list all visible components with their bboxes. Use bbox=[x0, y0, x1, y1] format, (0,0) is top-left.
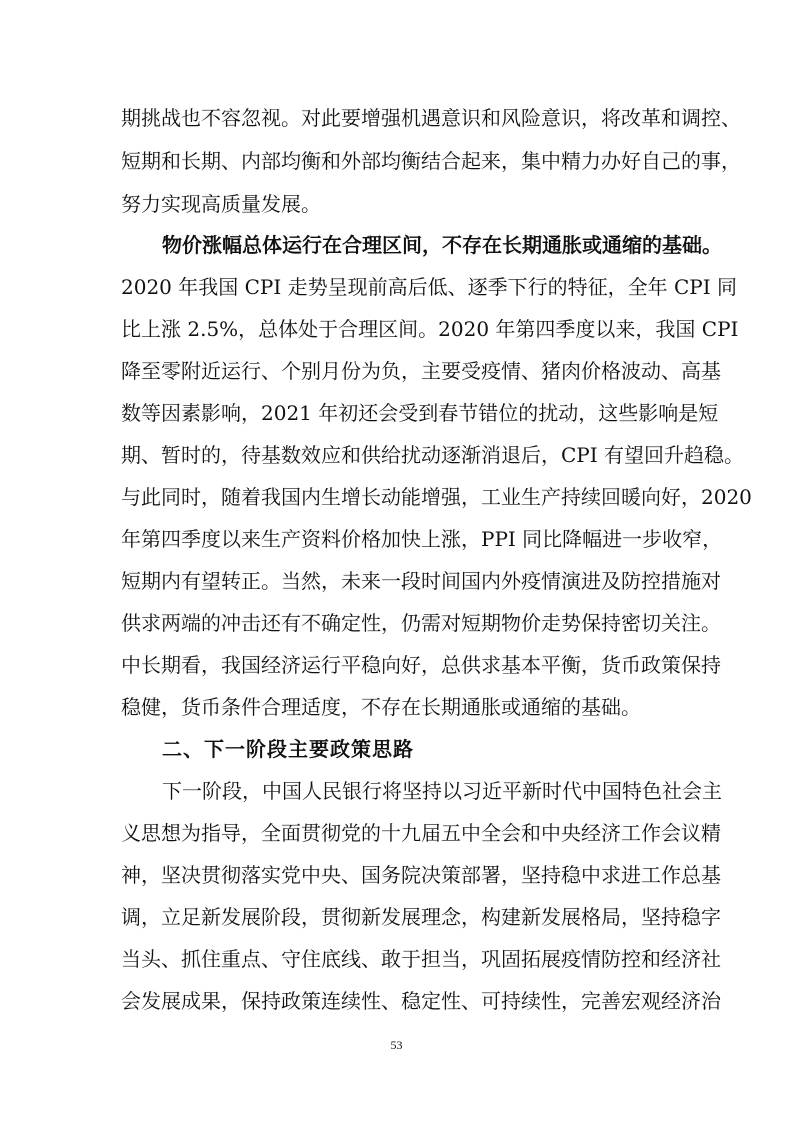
body-line: 神，坚决贯彻落实党中央、国务院决策部署，坚持稳中求进工作总基 bbox=[121, 863, 721, 887]
body-line: 年第四季度以来生产资料价格加快上涨，PPI 同比降幅进一步收窄， bbox=[121, 527, 723, 551]
body-line: 调，立足新发展阶段，贯彻新发展理念，构建新发展格局，坚持稳字 bbox=[121, 905, 721, 929]
body-line: 当头、抓住重点、守住底线、敢于担当，巩固拓展疫情防控和经济社 bbox=[121, 947, 721, 971]
body-line: 数等因素影响，2021 年初还会受到春节错位的扰动，这些影响是短 bbox=[121, 401, 719, 425]
body-line: 努力实现高质量发展。 bbox=[121, 192, 321, 216]
section-heading: 二、下一阶段主要政策思路 bbox=[162, 737, 414, 761]
body-line: 与此同时，随着我国内生增长动能增强，工业生产持续回暖向好，2020 bbox=[121, 485, 752, 509]
body-line: 期挑战也不容忽视。对此要增强机遇意识和风险意识，将改革和调控、 bbox=[121, 106, 741, 130]
body-line: 会发展成果，保持政策连续性、稳定性、可持续性，完善宏观经济治 bbox=[121, 989, 721, 1013]
body-line: 期、暂时的，待基数效应和供给扰动逐渐消退后，CPI 有望回升趋稳。 bbox=[121, 443, 745, 467]
bold-paragraph-lead: 物价涨幅总体运行在合理区间，不存在长期通胀或通缩的基础。 bbox=[162, 233, 722, 257]
body-line: 供求两端的冲击还有不确定性，仍需对短期物价走势保持密切关注。 bbox=[121, 611, 721, 635]
body-line: 比上涨 2.5%，总体处于合理区间。2020 年第四季度以来，我国 CPI bbox=[121, 317, 739, 341]
body-line: 中长期看，我国经济运行平稳向好，总供求基本平衡，货币政策保持 bbox=[121, 653, 721, 677]
body-line: 降至零附近运行、个别月份为负，主要受疫情、猪肉价格波动、高基 bbox=[121, 359, 721, 383]
body-line: 下一阶段，中国人民银行将坚持以习近平新时代中国特色社会主 bbox=[162, 779, 722, 803]
body-line: 稳健，货币条件合理适度，不存在长期通胀或通缩的基础。 bbox=[121, 695, 641, 719]
body-line: 义思想为指导，全面贯彻党的十九届五中全会和中央经济工作会议精 bbox=[121, 821, 721, 845]
body-line: 短期和长期、内部均衡和外部均衡结合起来，集中精力办好自己的事， bbox=[121, 149, 741, 173]
body-line: 短期内有望转正。当然，未来一段时间国内外疫情演进及防控措施对 bbox=[121, 569, 721, 593]
body-line: 2020 年我国 CPI 走势呈现前高后低、逐季下行的特征，全年 CPI 同 bbox=[121, 275, 738, 299]
page-number: 53 bbox=[390, 1038, 403, 1052]
